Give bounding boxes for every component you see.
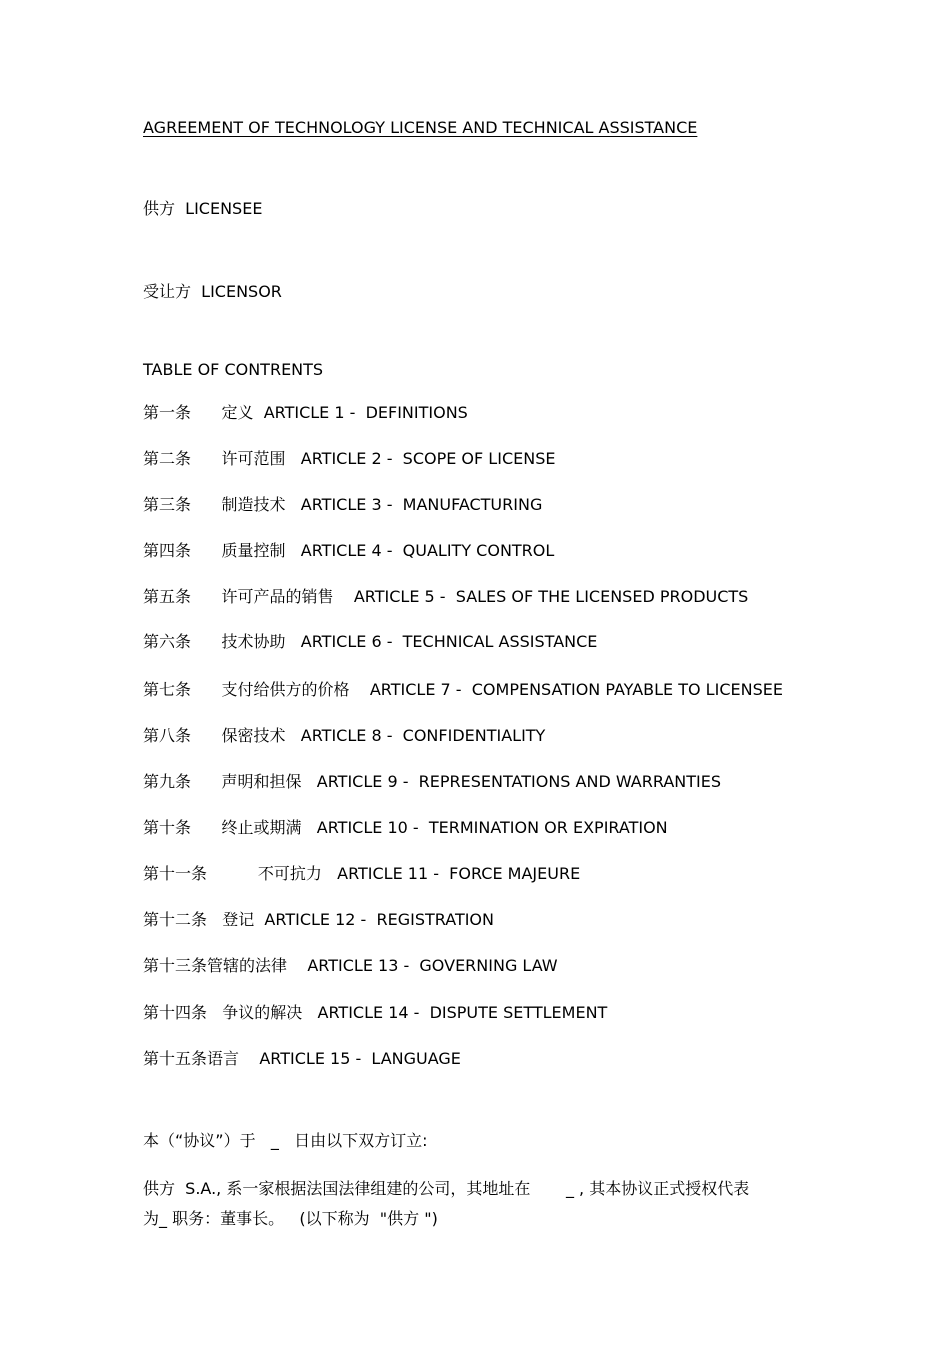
document-title: AGREEMENT OF TECHNOLOGY LICENSE AND TECHNICAL ASSISTANCE (143, 118, 698, 137)
toc-item: 第十四条 争议的解决 ARTICLE 14 - DISPUTE SETTLEMENT (143, 1003, 608, 1022)
toc-item: 第十五条语言 ARTICLE 15 - LANGUAGE (143, 1049, 461, 1068)
licensor-line: 受让方 LICENSOR (143, 282, 282, 301)
intro-paragraph: 本（“协议”）于 _ 日由以下双方订立: (143, 1131, 428, 1150)
licensee-line: 供方 LICENSEE (143, 199, 263, 218)
party-paragraph-line-1: 供方 S.A., 系一家根据法国法律组建的公司，其地址在 _ , 其本协议正式授权代表 (143, 1179, 750, 1198)
toc-item: 第三条 制造技术 ARTICLE 3 - MANUFACTURING (143, 495, 543, 514)
toc-item: 第十三条管辖的法律 ARTICLE 13 - GOVERNING LAW (143, 956, 558, 975)
toc-item: 第九条 声明和担保 ARTICLE 9 - REPRESENTATIONS AND WARRANTIES (143, 772, 721, 791)
toc-item: 第十一条 不可抗力 ARTICLE 11 - FORCE MAJEURE (143, 864, 581, 883)
toc-item: 第二条 许可范围 ARTICLE 2 - SCOPE OF LICENSE (143, 449, 556, 468)
toc-item: 第五条 许可产品的销售 ARTICLE 5 - SALES OF THE LICENSED PRODUCTS (143, 587, 749, 606)
toc-item: 第六条 技术协助 ARTICLE 6 - TECHNICAL ASSISTANCE (143, 632, 598, 651)
toc-heading: TABLE OF CONTRENTS (143, 360, 324, 379)
toc-item: 第七条 支付给供方的价格 ARTICLE 7 - COMPENSATION PAYABLE TO LICENSEE (143, 680, 783, 699)
toc-item: 第四条 质量控制 ARTICLE 4 - QUALITY CONTROL (143, 541, 555, 560)
toc-item: 第一条 定义 ARTICLE 1 - DEFINITIONS (143, 403, 468, 422)
toc-item: 第八条 保密技术 ARTICLE 8 - CONFIDENTIALITY (143, 726, 546, 745)
party-paragraph-line-2: 为_ 职务：董事长。 (以下称为 "供方 ") (143, 1209, 438, 1228)
toc-item: 第十条 终止或期满 ARTICLE 10 - TERMINATION OR EXPIRATION (143, 818, 668, 837)
toc-item: 第十二条 登记 ARTICLE 12 - REGISTRATION (143, 910, 494, 929)
